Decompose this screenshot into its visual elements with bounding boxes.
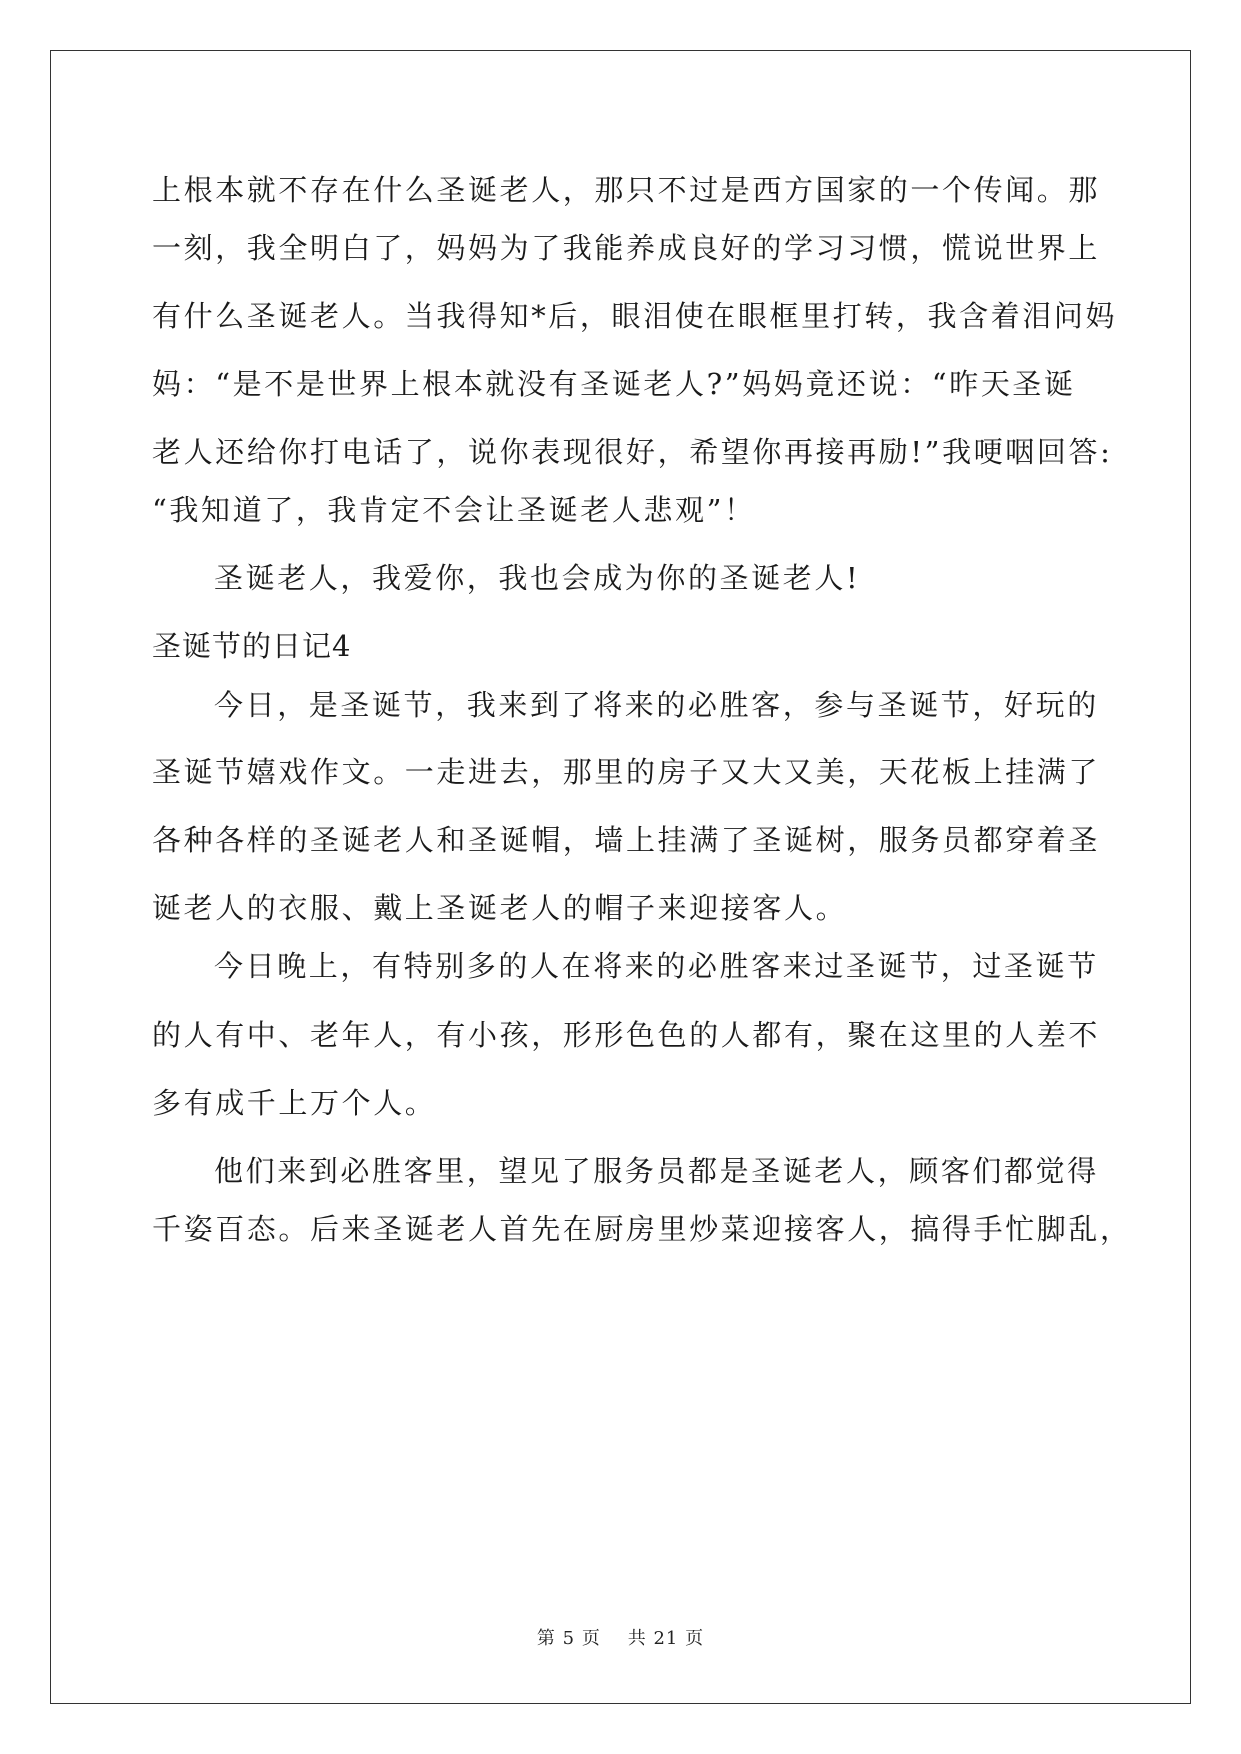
text-line: 圣诞老人，我爱你，我也会成为你的圣诞老人! <box>214 561 861 595</box>
text-line: 妈：“是不是世界上根本就没有圣诞老人?”妈妈竟还说：“昨天圣诞 <box>152 367 1076 401</box>
text-line: 有什么圣诞老人。当我得知*后，眼泪使在眼框里打转，我含着泪问妈 <box>152 299 1118 333</box>
text-line: 一刻，我全明白了，妈妈为了我能养成良好的学习习惯，慌说世界上 <box>152 231 1101 265</box>
text-line: 各种各样的圣诞老人和圣诞帽，墙上挂满了圣诞树，服务员都穿着圣 <box>152 823 1101 857</box>
text-line: 千姿百态。后来圣诞老人首先在厨房里炒菜迎接客人，搞得手忙脚乱， <box>152 1212 1132 1246</box>
section-heading: 圣诞节的日记4 <box>152 629 352 663</box>
text-line: 上根本就不存在什么圣诞老人，那只不过是西方国家的一个传闻。那 <box>152 173 1101 207</box>
text-line: 多有成千上万个人。 <box>152 1086 437 1120</box>
page-footer <box>0 1624 1241 1650</box>
text-line: 他们来到必胜客里，望见了服务员都是圣诞老人，顾客们都觉得 <box>214 1154 1099 1188</box>
page-number: 第 5 页 <box>536 1628 601 1649</box>
text-line: 圣诞节嬉戏作文。一走进去，那里的房子又大又美，天花板上挂满了 <box>152 755 1101 789</box>
text-line: 老人还给你打电话了，说你表现很好，希望你再接再励!”我哽咽回答: <box>152 435 1113 469</box>
text-line: 今日，是圣诞节，我来到了将来的必胜客，参与圣诞节，好玩的 <box>214 688 1099 722</box>
text-line: 今日晚上，有特别多的人在将来的必胜客来过圣诞节，过圣诞节 <box>214 949 1099 983</box>
text-line: “我知道了，我肯定不会让圣诞老人悲观”！ <box>152 493 756 527</box>
text-line: 的人有中、老年人，有小孩，形形色色的人都有，聚在这里的人差不 <box>152 1018 1101 1052</box>
page-total: 共 21 页 <box>627 1628 705 1649</box>
text-line: 诞老人的衣服、戴上圣诞老人的帽子来迎接客人。 <box>152 891 848 925</box>
